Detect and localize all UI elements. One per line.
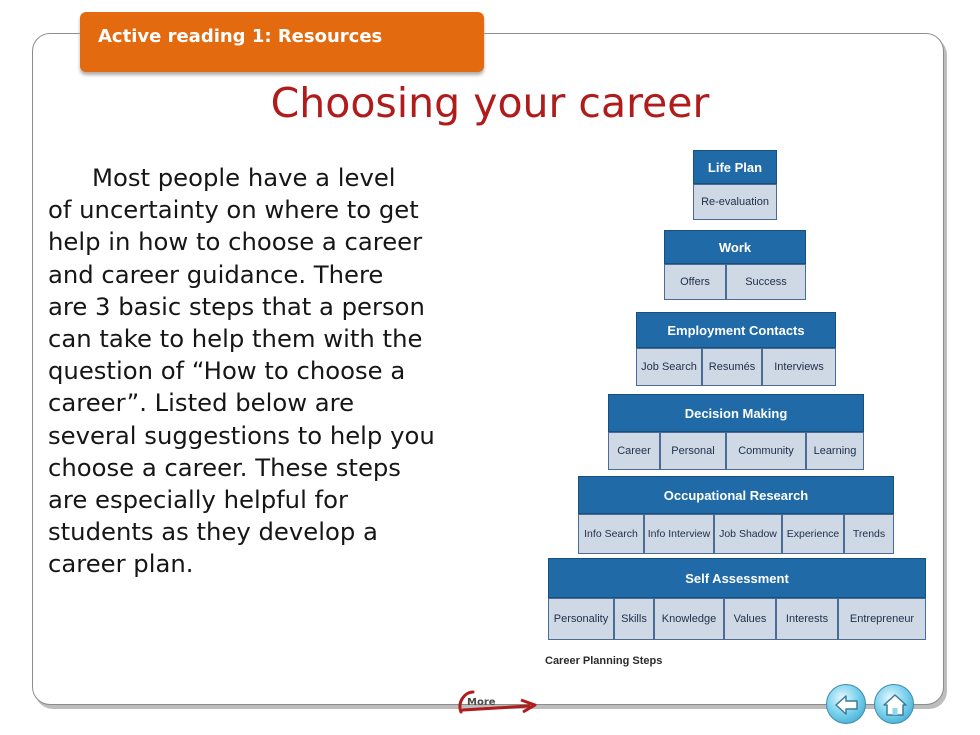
- tier-item: Personality: [548, 598, 614, 640]
- tier-item: Resumés: [702, 348, 762, 386]
- tier-item: Interviews: [762, 348, 836, 386]
- tier-item: Values: [724, 598, 776, 640]
- body-paragraph: [48, 162, 558, 581]
- home-button[interactable]: [874, 684, 914, 724]
- tier-items: [664, 264, 806, 300]
- body-line: are especially helpful for: [48, 485, 348, 515]
- tier-title: Self Assessment: [548, 558, 926, 598]
- tier-title: Life Plan: [693, 150, 777, 184]
- tier-title: Work: [664, 230, 806, 264]
- tier-item: Success: [726, 264, 806, 300]
- tier-item: Trends: [844, 514, 894, 554]
- section-tab-label: Active reading 1: Resources: [98, 26, 383, 47]
- body-line: help in how to choose a career: [48, 227, 423, 257]
- body-line: and career guidance. There: [48, 259, 384, 289]
- more-label[interactable]: More: [467, 697, 496, 708]
- body-line: career”. Listed below are: [48, 388, 355, 418]
- back-arrow-icon: [827, 685, 867, 725]
- section-tab: [80, 12, 484, 72]
- body-line: Most people have a level: [92, 163, 396, 192]
- body-line: career plan.: [48, 549, 194, 579]
- body-line: students as they develop a: [48, 517, 378, 547]
- body-line: can take to help them with the: [48, 324, 423, 354]
- more-button[interactable]: [451, 686, 543, 720]
- tier-title: Occupational Research: [578, 476, 894, 514]
- tier-item: Job Shadow: [714, 514, 782, 554]
- tier-item: Entrepreneur: [838, 598, 926, 640]
- tier-item: Interests: [776, 598, 838, 640]
- tier-item: Job Search: [636, 348, 702, 386]
- pyramid-caption: Career Planning Steps: [545, 655, 663, 667]
- tier-title: Employment Contacts: [636, 312, 836, 348]
- body-line: question of “How to choose a: [48, 356, 406, 386]
- body-line: several suggestions to help you: [48, 420, 435, 450]
- tier-item: Experience: [782, 514, 844, 554]
- tier-item: Re-evaluation: [693, 184, 777, 220]
- tier-item: Personal: [660, 432, 726, 470]
- tier-item: Knowledge: [654, 598, 724, 640]
- back-button[interactable]: [826, 684, 866, 724]
- tier-title: Decision Making: [608, 394, 864, 432]
- home-icon: [875, 685, 915, 725]
- slide-title: Choosing your career: [270, 79, 710, 127]
- more-arrow-icon: [451, 686, 543, 720]
- tier-items: [578, 514, 894, 554]
- tier-items: [693, 184, 777, 220]
- career-planning-pyramid: [540, 150, 930, 680]
- tier-items: [548, 598, 926, 640]
- tier-items: [608, 432, 864, 470]
- body-line: of uncertainty on where to get: [48, 195, 419, 225]
- tier-item: Community: [726, 432, 806, 470]
- tier-item: Offers: [664, 264, 726, 300]
- tier-item: Info Search: [578, 514, 644, 554]
- body-line: choose a career. These steps: [48, 452, 401, 482]
- tier-item: Learning: [806, 432, 864, 470]
- body-line: are 3 basic steps that a person: [48, 291, 425, 321]
- tier-item: Career: [608, 432, 660, 470]
- tier-item: Skills: [614, 598, 654, 640]
- tier-items: [636, 348, 836, 386]
- tier-item: Info Interview: [644, 514, 714, 554]
